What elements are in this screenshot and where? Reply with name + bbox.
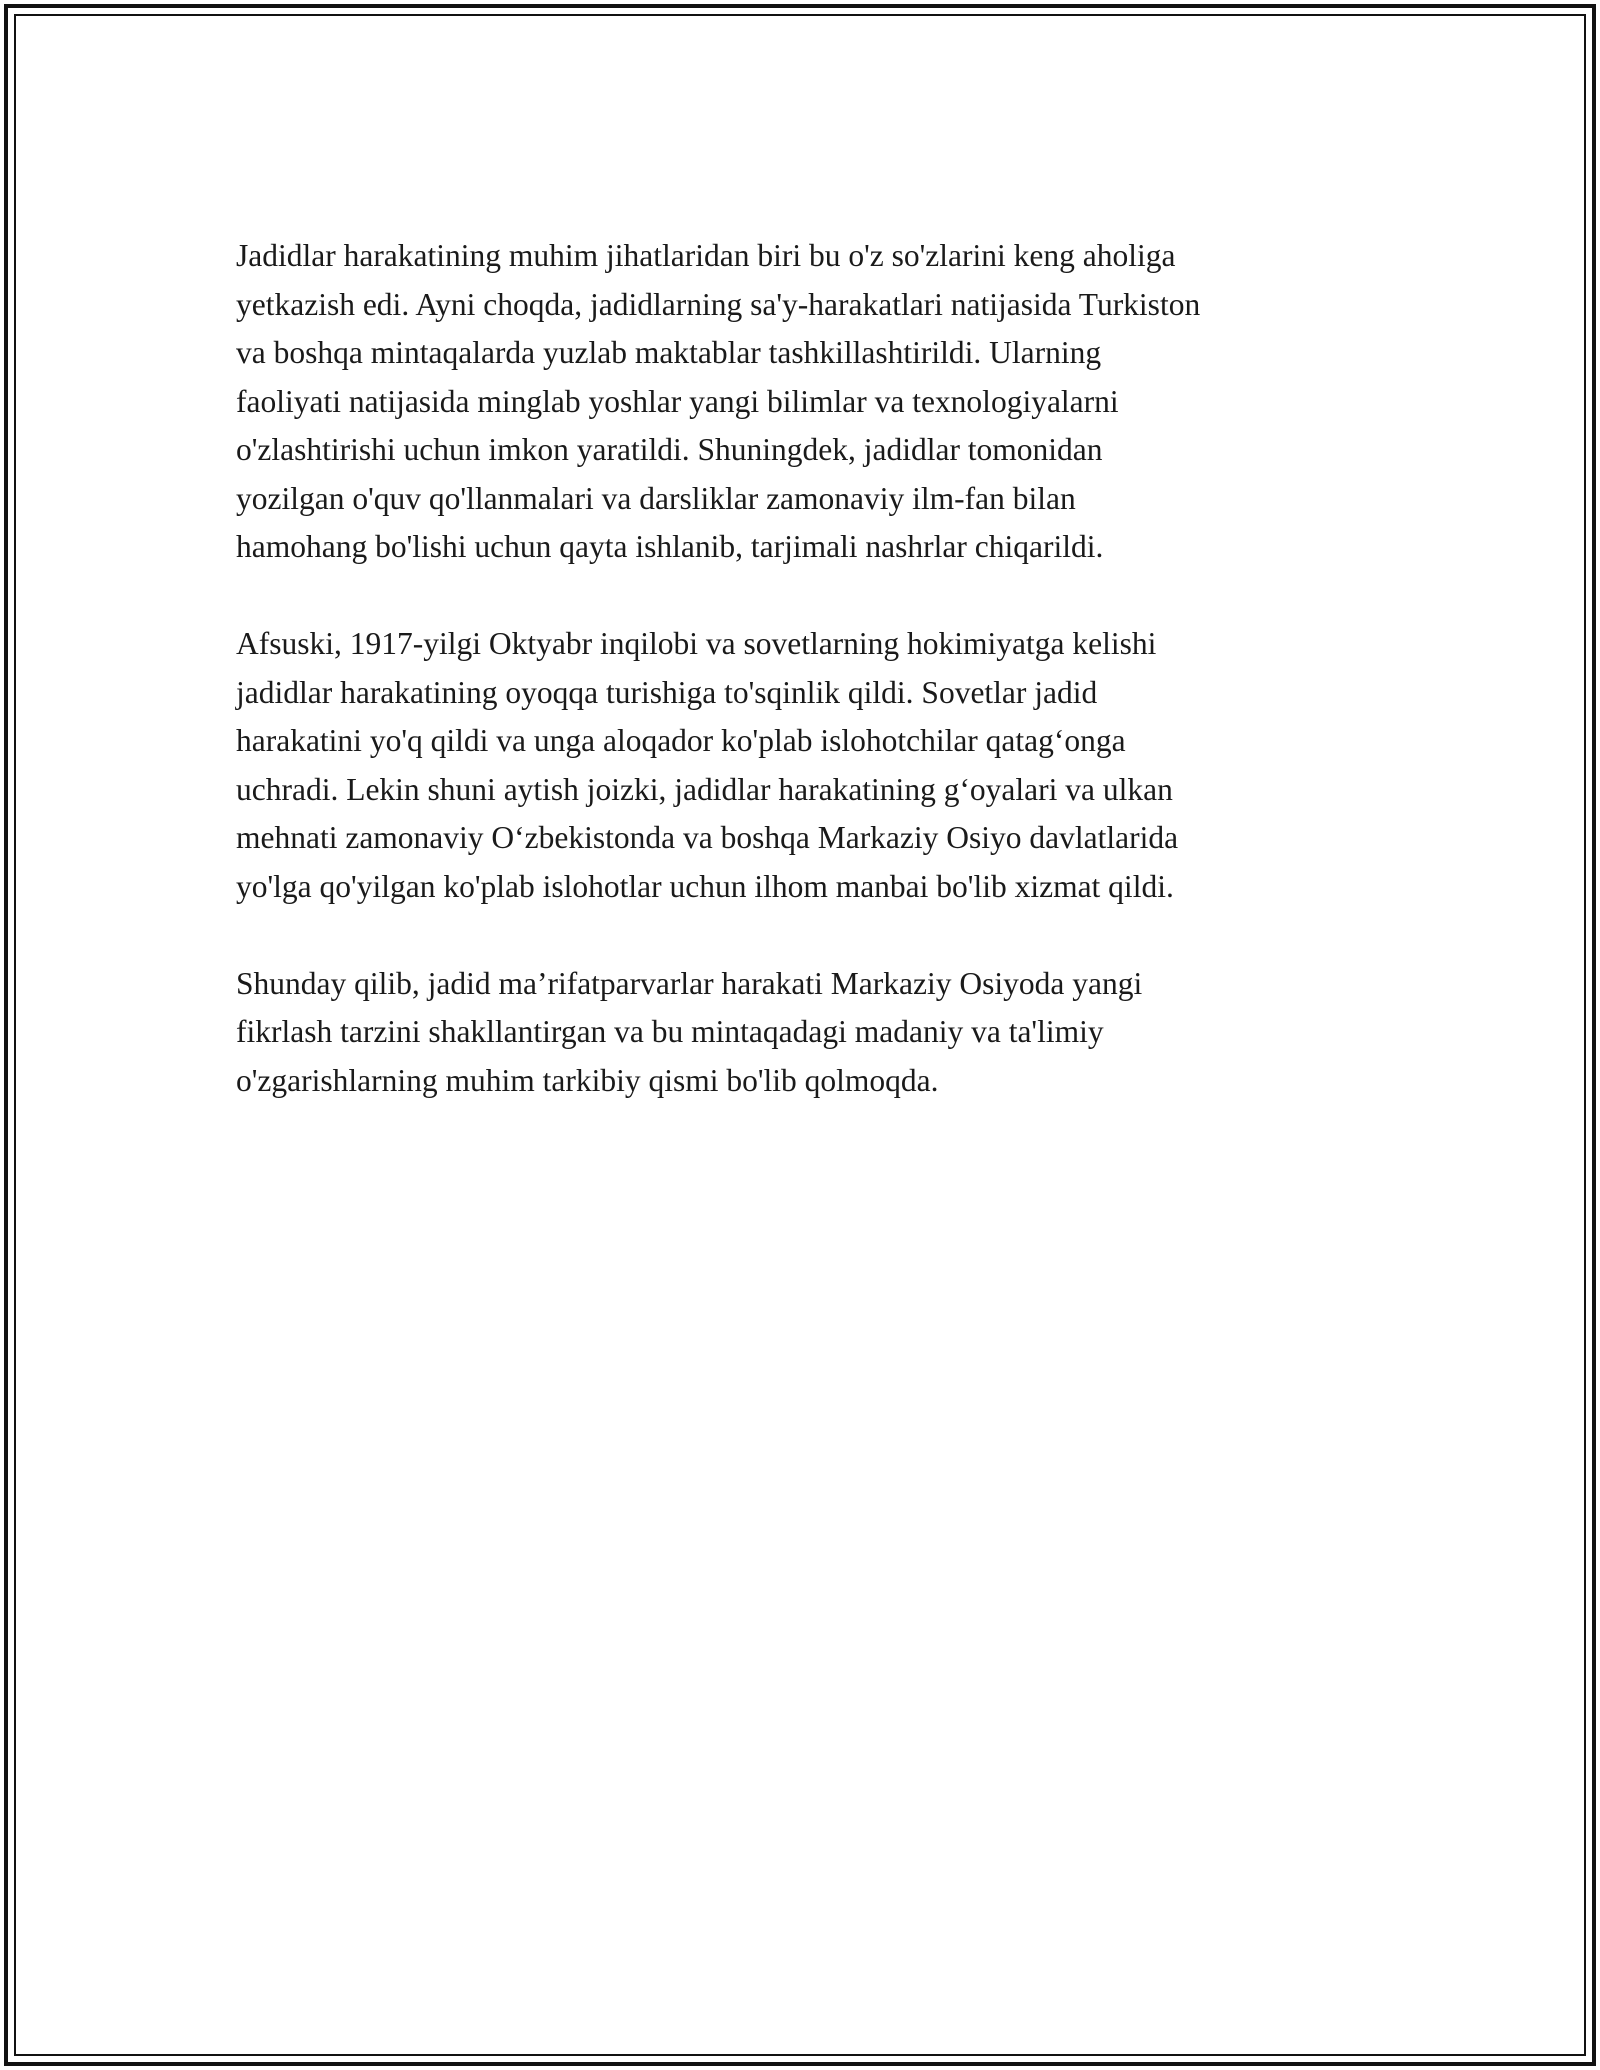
- paragraph-3: Shunday qilib, jadid ma’rifatparvarlar harakati Markaziy Osiyoda yangi fikrlash tarzini shakllantirgan va bu mintaqadagi madaniy va ta'limiy o'zgarishlarning muhim tarkibiy qismi bo'lib qolmoqda.: [236, 965, 1143, 1098]
- paragraph-1: Jadidlar harakatining muhim jihatlaridan biri bu o'z so'zlarini keng aholiga yetkazish edi. Ayni choqda, jadidlarning sa'y-harakatlari natijasida Turkiston va boshqa mintaqalarda yuzlab maktablar tashkillashtirildi. Ularning faoliyati natijasida minglab yoshlar yangi bilimlar va texnologiyalarni o'zlashtirishi uchun imkon yaratildi. Shuningdek, jadidlar tomonidan yozilgan o'quv qo'llanmalari va darsliklar zamonaviy ilm-fan bilan hamohang bo'lishi uchun qayta ishlanib, tarjimali nashrlar chiqarildi.: [236, 238, 1201, 564]
- document-body: [236, 232, 1376, 1154]
- paragraph-2: Afsuski, 1917-yilgi Oktyabr inqilobi va sovetlarning hokimiyatga kelishi jadidlar harakatining oyoqqa turishiga to'sqinlik qildi. Sovetlar jadid harakatini yo'q qildi va unga aloqador ko'plab islohotchilar qatag‘onga uchradi. Lekin shuni aytish joizki, jadidlar harakatining g‘oyalari va ulkan mehnati zamonaviy O‘zbekistonda va boshqa Markaziy Osiyo davlatlarida yo'lga qo'yilgan ko'plab islohotlar uchun ilhom manbai bo'lib xizmat qildi.: [236, 626, 1179, 904]
